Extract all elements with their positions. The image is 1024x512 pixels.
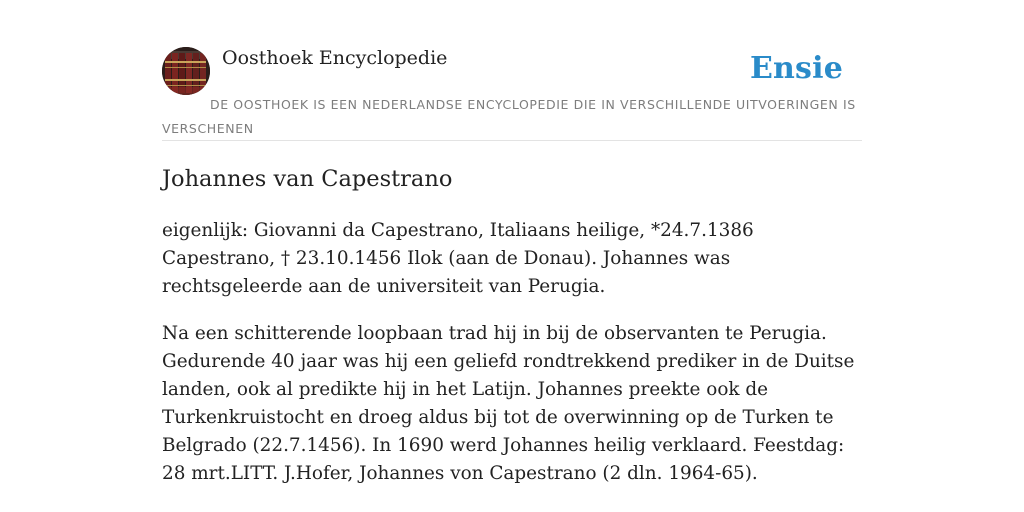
article-paragraph: eigenlijk: Giovanni da Capestrano, Italiaans heilige, *24.7.1386 Capestrano, † 23.10.1456 Ilok (aan de Donau). Johannes was rechtsgeleerde aan de universiteit van Perugia. xyxy=(162,220,754,297)
site-name[interactable]: Oosthoek Encyclopedie xyxy=(222,47,448,69)
brand-logo[interactable]: Ensie xyxy=(749,51,843,86)
article-paragraph: Na een schitterende loopbaan trad hij in bij de observanten te Perugia. Gedurende 40 jaar was hij een geliefd rondtrekkend prediker in de Duitse landen, ook al predikte hij in het Latijn. Johannes preekte ook de Turkenkruistocht en droeg aldus bij tot de overwinning op de Turken te Belgrado (22.7.1456). In 1690 werd Johannes heilig verklaard. Feestdag: 28 mrt.LITT. J.Hofer, Johannes von Capestrano (2 dln. 1964-65). xyxy=(162,323,855,484)
site-tagline: DE OOSTHOEK IS EEN NEDERLANDSE ENCYCLOPEDIE DIE IN VERSCHILLENDE UITVOERINGEN IS VERSCHENEN xyxy=(162,97,856,136)
site-header xyxy=(162,46,862,141)
article-title: Johannes van Capestrano xyxy=(162,166,453,192)
encyclopedia-books-icon[interactable] xyxy=(162,47,210,95)
article xyxy=(162,164,867,488)
